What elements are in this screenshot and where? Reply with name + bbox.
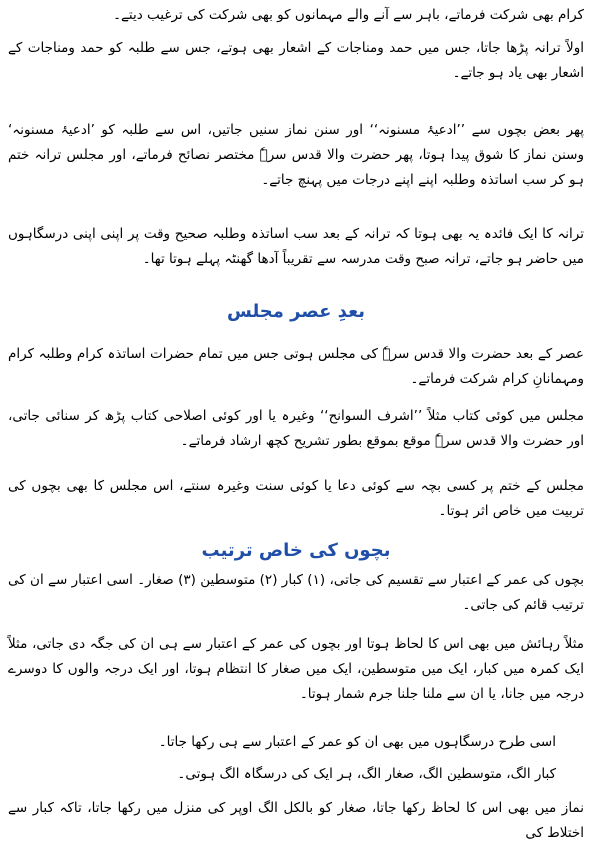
paragraph-prayer-arrangement: نماز میں بھی اس کا لحاظ رکھا جاتا، صغار کو بالکل الگ اوپر کی منزل میں رکھا جاتا، تاکہ کبار سے اختلاط کی [8, 800, 584, 841]
paragraph-classroom-arrangement: اسی طرح درسگاہوں میں بھی ان کو عمر کے اعتبار سے ہی رکھا جاتا۔ [158, 734, 556, 750]
paragraph-majlis-reading: مجلس میں کوئی کتاب مثلاً ’’اشرف السوانح‘‘ وغیرہ یا اور کوئی اصلاحی کتاب پڑھ کر سنائی جاتی، اور حضرت والا قدس سرہٗ موقع بموقع بطور تشریح کچھ ارشاد فرماتے۔ [8, 408, 584, 449]
paragraph-tarana-recitation: اولاً ترانہ پڑھا جاتا، جس میں حمد ومناجات کے اشعار بھی ہوتے، جس سے طلبہ کو حمد ومناجات کے اشعار بھی یاد ہو جاتے۔ [8, 40, 584, 81]
paragraph-guests-participation: کرام بھی شرکت فرماتے، باہر سے آنے والے مہمانوں کو بھی شرکت کی ترغیب دیتے۔ [113, 7, 584, 23]
paragraph-residence-arrangement: مثلاً رہائش میں بھی اس کا لحاظ ہوتا اور بچوں کی عمر کے اعتبار سے ہی ان کی جگہ دی جاتی، مثلاً ایک کمرہ میں کبار، ایک میں متوسطین، ایک میں صغار کا انتظام ہوتا، اور ایک درجہ والوں کا دوسرے درجہ میں جانا، یا ان سے ملنا جلنا جرم شمار ہوتا۔ [8, 636, 584, 702]
paragraph-asr-majlis: عصر کے بعد حضرت والا قدس سرہٗ کی مجلس ہوتی جس میں تمام حضرات اساتذہ کرام وطلبہ کرام ومہمانانِ کرام شرکت فرماتے۔ [8, 346, 584, 387]
section-heading-after-asr-majlis: بعدِ عصر مجلس [227, 301, 365, 322]
paragraph-majlis-end: مجلس کے ختم پر کسی بچہ سے کوئی دعا یا کوئی سنت وغیرہ سنتے، اس مجلس کا بھی بچوں کی تربیت میں خاص اثر ہوتا۔ [8, 478, 584, 519]
section-heading-children-arrangement: بچوں کی خاص ترتیب [201, 540, 391, 561]
paragraph-separate-classrooms: کبار الگ، متوسطین الگ، صغار الگ، ہر ایک کی درسگاہ الگ ہوتی۔ [177, 766, 556, 782]
paragraph-age-division: بچوں کی عمر کے اعتبار سے تقسیم کی جاتی، (۱) کبار (۲) متوسطین (۳) صغار۔ اسی اعتبار سے ان کی ترتیب قائم کی جاتی۔ [8, 572, 585, 613]
paragraph-tarana-benefit: ترانہ کا ایک فائدہ یہ بھی ہوتا کہ ترانہ کے بعد سب اساتذہ وطلبہ صحیح وقت پر اپنی اپنی درسگاہوں میں حاضر ہو جاتے، ترانہ صبح وقت مدرسہ سے تقریباً آدھا گھنٹہ پہلے ہوتا تھا۔ [8, 226, 584, 267]
paragraph-dua-and-sunan: پھر بعض بچوں سے ’’ادعیۂ مسنونہ‘‘ اور سنن نماز سنیں جاتیں، اس سے طلبہ کو ’ادعیۂ مسنونہ‘ وسنن نماز کا شوق پیدا ہوتا، پھر حضرت والا قدس سرہٗ مختصر نصائح فرماتے، اور مجلس ترانہ ختم ہو کر سب اساتذہ وطلبہ اپنے اپنے درجات میں پہنچ جاتے۔ [8, 122, 584, 188]
